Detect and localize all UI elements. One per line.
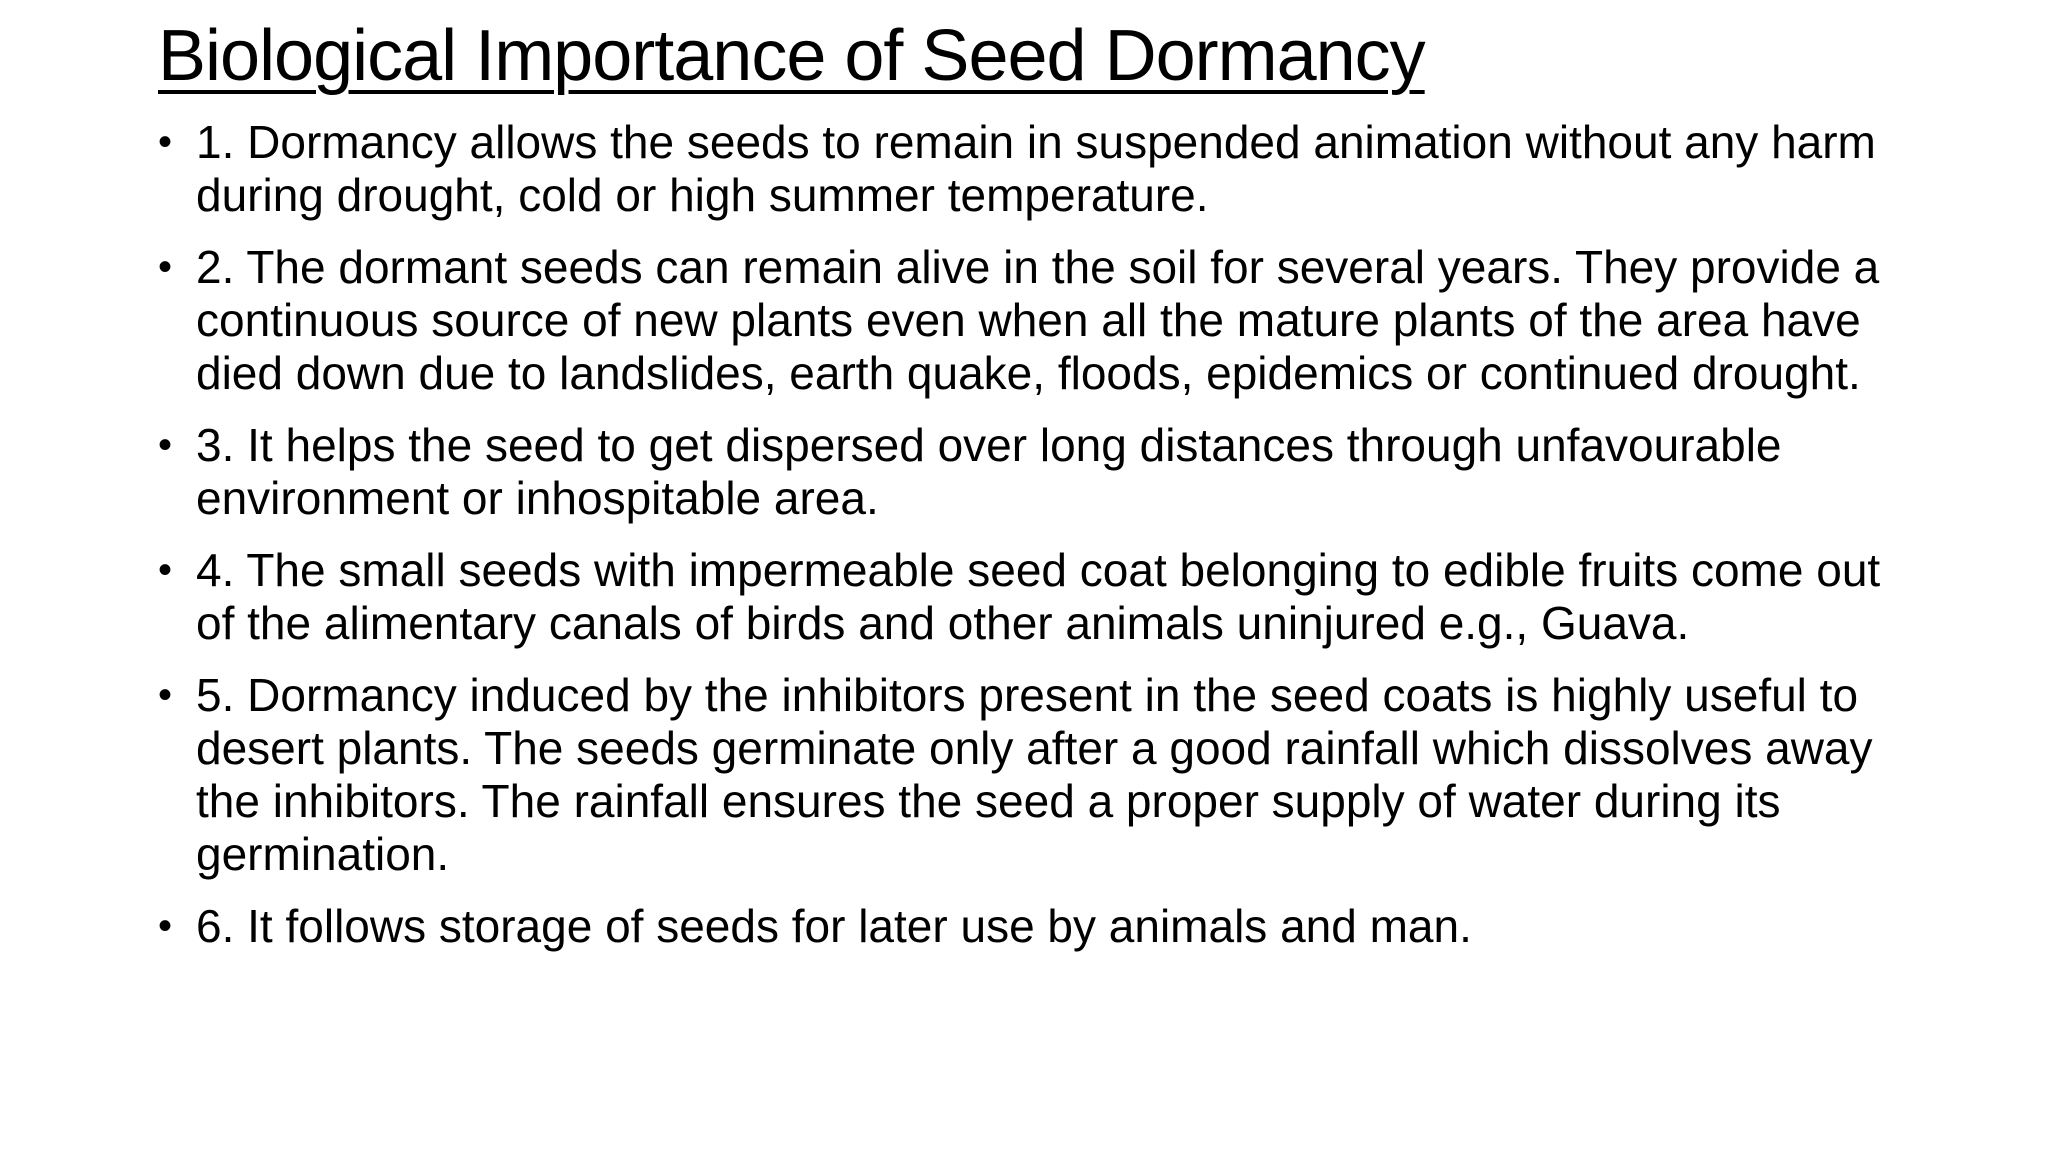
bullet-dot-icon: • [158, 423, 173, 467]
bullet-point-3 [158, 419, 1918, 525]
bullet-text: 3. It helps the seed to get dispersed over long distances through unfavourable environment or inhospitable area. [196, 419, 1782, 524]
slide-title: Biological Importance of Seed Dormancy [158, 16, 1425, 96]
bullet-dot-icon: • [158, 904, 173, 948]
bullet-text: 2. The dormant seeds can remain alive in the soil for several years. They provide a continuous source of new plants even when all the mature plants of the area have died down due to landslides, earth quake, floods, epidemics or continued drought. [196, 241, 1880, 399]
bullet-dot-icon: • [158, 245, 173, 289]
bullet-text: 1. Dormancy allows the seeds to remain in suspended animation without any harm during drought, cold or high summer temperature. [196, 116, 1876, 221]
bullet-point-4 [158, 544, 1918, 650]
bullet-text: 5. Dormancy induced by the inhibitors present in the seed coats is highly useful to desert plants. The seeds germinate only after a good rainfall which dissolves away the inhibitors. The rainfall ensures the seed a proper supply of water during its germination. [196, 669, 1873, 880]
bullet-point-5 [158, 669, 1918, 881]
bullet-point-6 [158, 900, 1918, 953]
bullet-text: 4. The small seeds with impermeable seed coat belonging to edible fruits come out of the alimentary canals of birds and other animals uninjured e.g., Guava. [196, 544, 1881, 649]
bullet-text: 6. It follows storage of seeds for later use by animals and man. [196, 900, 1472, 952]
bullet-dot-icon: • [158, 548, 173, 592]
bullet-point-1 [158, 116, 1918, 222]
bullet-dot-icon: • [158, 673, 173, 717]
bullet-point-2 [158, 241, 1918, 400]
bullet-list [158, 116, 1918, 972]
bullet-dot-icon: • [158, 120, 173, 164]
